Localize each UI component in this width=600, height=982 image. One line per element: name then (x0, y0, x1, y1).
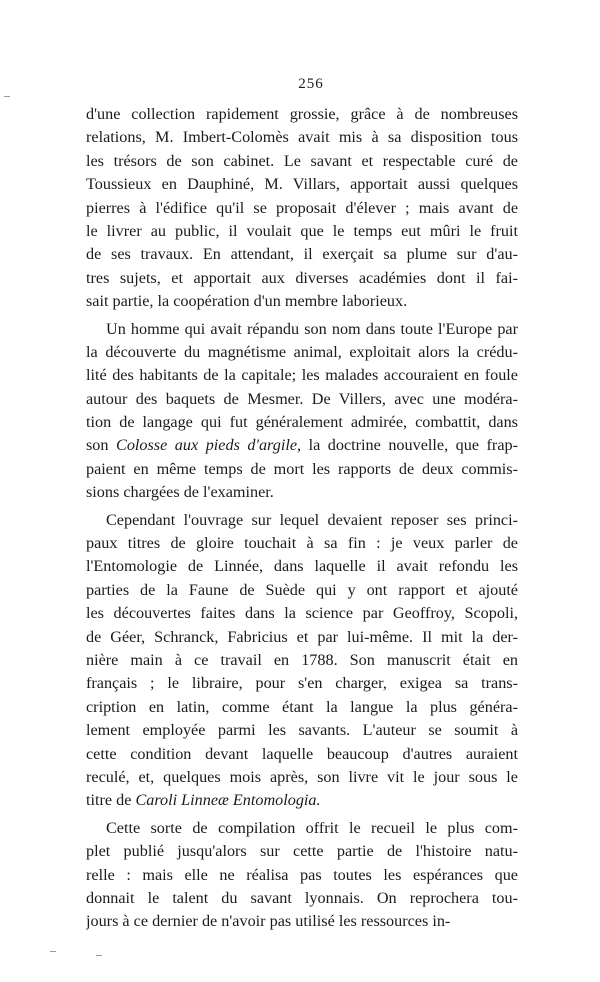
text-line: reculé, et, quelques mois après, son livre vit le jour sous le (86, 767, 518, 786)
text-line: plet publié jusqu'alors sur cette partie de l'histoire natu- (86, 842, 518, 861)
margin-speck (4, 96, 10, 97)
text-line: paient en même temps de mort les rapports de deux commis- (86, 459, 518, 478)
text-line: jours à ce dernier de n'avoir pas utilisé les ressources in- (86, 912, 451, 931)
paragraph-3 (86, 509, 518, 813)
text-line: Cependant l'ouvrage sur lequel devaient reposer ses princi- (106, 510, 518, 529)
text-line: sions chargées de l'examiner. (86, 483, 274, 502)
text-line: parties de la Faune de Suède qui y ont rapport et ajouté (86, 580, 518, 599)
text-line: autour des baquets de Mesmer. De Villers, avec une modéra- (86, 389, 518, 408)
text-line: pierres à l'édifice qu'il se proposait d'élever ; mais avant de (86, 198, 518, 217)
page-number: 256 (298, 76, 324, 92)
text-line: sait partie, la coopération d'un membre laborieux. (86, 292, 408, 311)
book-page (86, 76, 518, 934)
text-line: paux titres de gloire touchait à sa fin : je veux parler de (86, 534, 518, 553)
text-line: nière main à ce travail en 1788. Son manuscrit était en (86, 650, 518, 669)
text-line: lité des habitants de la capitale; les malades accouraient en foule (86, 366, 518, 385)
text-line: cription en latin, comme étant la langue la plus généra- (86, 697, 518, 716)
text-line: tion de langage qui fut généralement admirée, combattit, dans (86, 413, 518, 432)
text-line: les découvertes faites dans la science par Geoffroy, Scopoli, (86, 604, 518, 623)
text-line: les trésors de son cabinet. Le savant et respectable curé de (86, 151, 518, 170)
text-line: Cette sorte de compilation offrit le recueil le plus com- (106, 818, 518, 837)
italic-title: Colosse aux pieds d'argile (116, 436, 298, 455)
paragraph-1 (86, 103, 518, 314)
text-line: la découverte du magnétisme animal, exploitait alors la crédu- (86, 342, 518, 361)
body-text (86, 103, 518, 934)
paragraph-4 (86, 817, 518, 934)
text-line: son Colosse aux pieds d'argile, la doctrine nouvelle, que frap- (86, 436, 518, 455)
text-line: lement employée parmi les savants. L'auteur se soumit à (86, 721, 518, 740)
text-line: Toussieux en Dauphiné, M. Villars, apportait aussi quelques (86, 175, 518, 194)
text-line: le livrer au public, il voulait que le temps eut mûri le fruit (86, 221, 518, 240)
text-line: Un homme qui avait répandu son nom dans toute l'Europe par (106, 319, 518, 338)
text-line: d'une collection rapidement grossie, grâce à de nombreuses (86, 105, 518, 123)
text-line: relations, M. Imbert-Colomès avait mis à sa disposition tous (86, 128, 518, 147)
text-line: cette condition devant laquelle beaucoup d'autres auraient (86, 744, 518, 763)
text-line: de Géer, Schranck, Fabricius et par lui-même. Il mit la der- (86, 627, 518, 646)
text-line: relle : mais elle ne réalisa pas toutes les espérances que (86, 865, 518, 884)
text-line: titre de Caroli Linneæ Entomologia. (86, 791, 321, 810)
margin-speck (96, 955, 102, 956)
italic-title: Caroli Linneæ Entomologia. (135, 791, 321, 810)
text-line: l'Entomologie de Linnée, dans laquelle il avait refondu les (86, 557, 518, 576)
text-line: tres sujets, et apportait aux diverses académies dont il fai- (86, 268, 518, 287)
text-line: donnait le talent du savant lyonnais. On reprochera tou- (86, 888, 518, 907)
margin-speck (50, 951, 56, 952)
text-line: de ses travaux. En attendant, il exerçait sa plume sur d'au- (86, 245, 518, 264)
paragraph-2 (86, 318, 518, 505)
text-line: français ; le libraire, pour s'en charger, exigea sa trans- (86, 674, 518, 693)
